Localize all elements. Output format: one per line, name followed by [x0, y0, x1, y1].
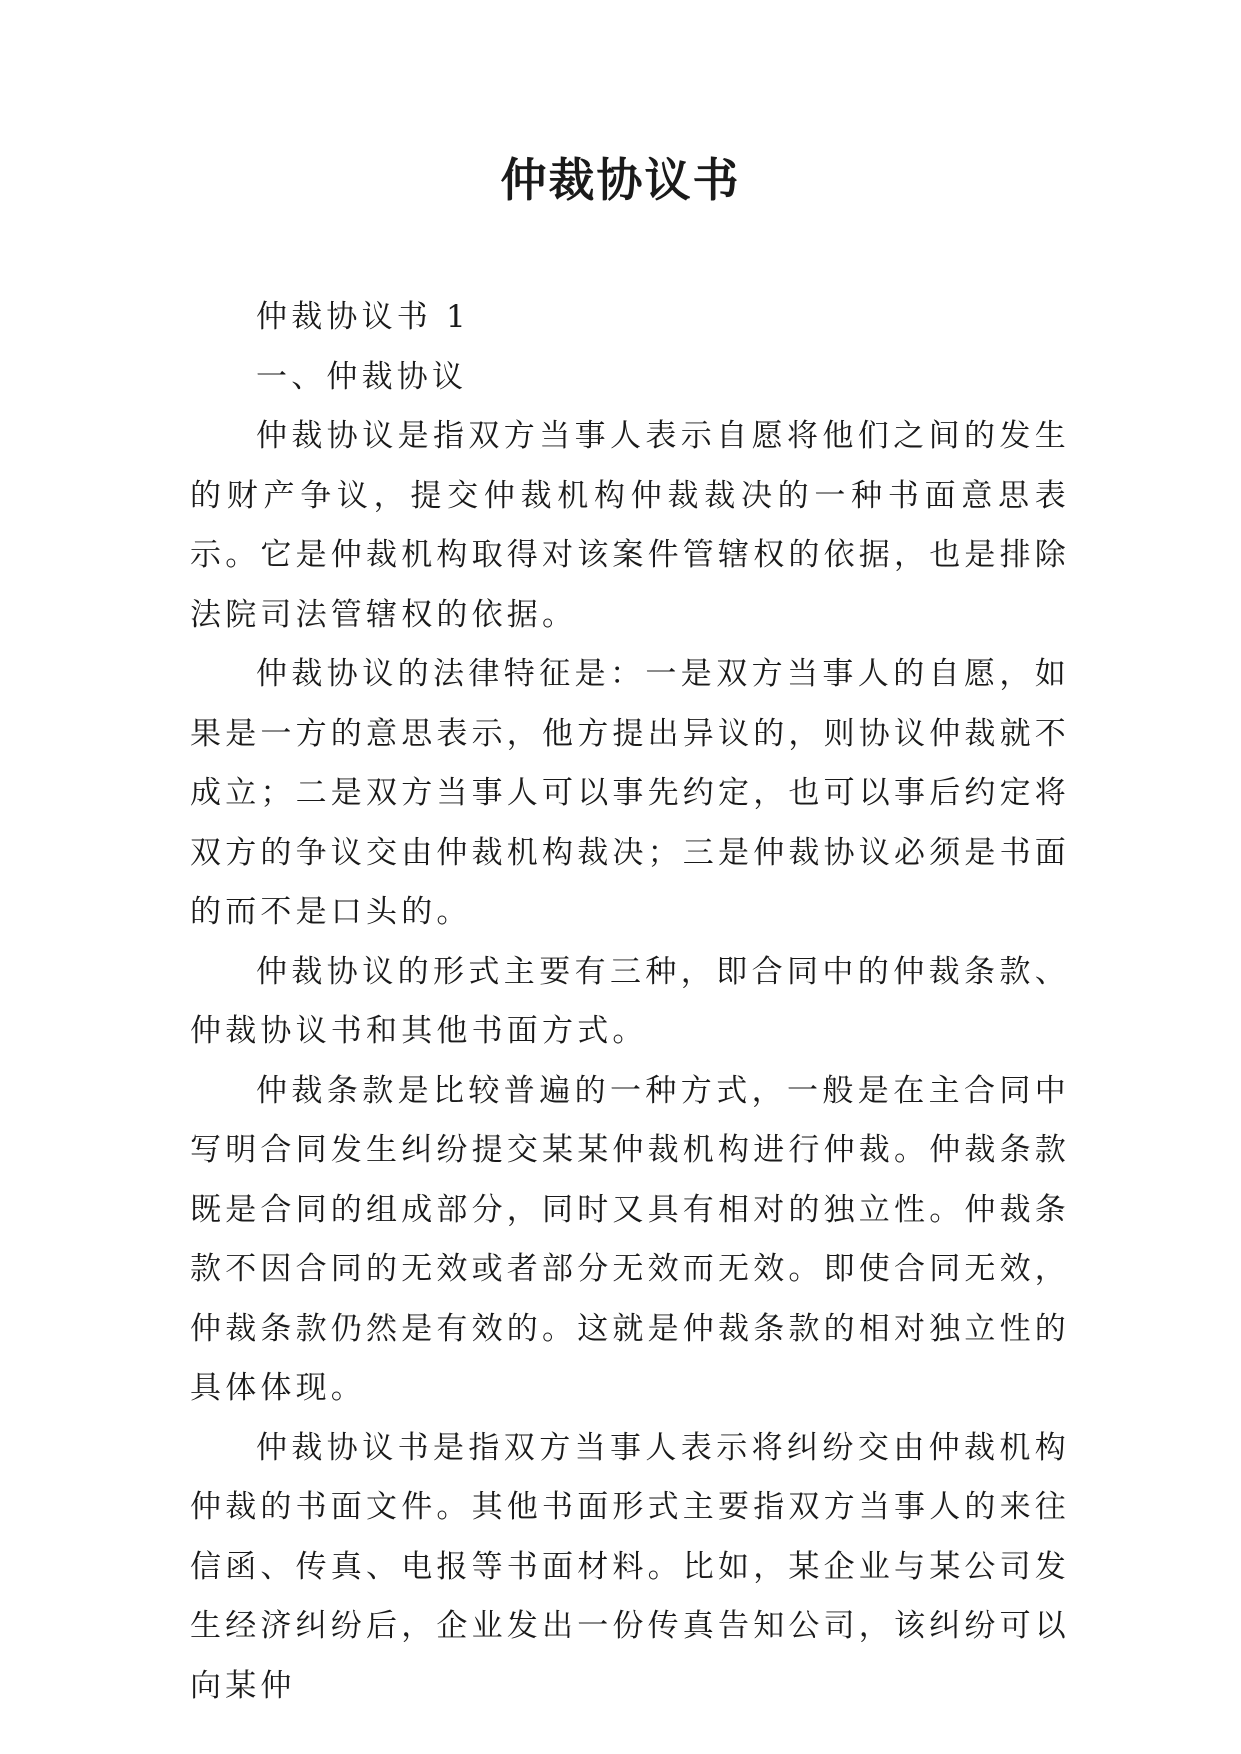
document-body: [190, 288, 1070, 1716]
paragraph-agreement-document: 仲裁协议书是指双方当事人表示将纠纷交由仲裁机构仲裁的书面文件。其他书面形式主要指双方当事人的来往信函、传真、电报等书面材料。比如，某企业与某公司发生经济纠纷后，企业发出一份传真告知公司，该纠纷可以向某仲: [190, 1429, 1070, 1704]
section-heading-1: 仲裁协议书 1: [256, 299, 470, 335]
subsection-heading: 一、仲裁协议: [256, 358, 468, 395]
paragraph-legal-features: 仲裁协议的法律特征是：一是双方当事人的自愿，如果是一方的意思表示，他方提出异议的，则协议仲裁就不成立；二是双方当事人可以事先约定，也可以事后约定将双方的争议交由仲裁机构裁决；三是仲裁协议必须是书面的而不是口头的。: [190, 656, 1070, 930]
paragraph-forms: 仲裁协议的形式主要有三种，即合同中的仲裁条款、仲裁协议书和其他书面方式。: [190, 953, 1070, 1049]
paragraph-arbitration-clause: 仲裁条款是比较普遍的一种方式，一般是在主合同中写明合同发生纠纷提交某某仲裁机构进行仲裁。仲裁条款既是合同的组成部分，同时又具有相对的独立性。仲裁条款不因合同的无效或者部分无效而无效。即使合同无效，仲裁条款仍然是有效的。这就是仲裁条款的相对独立性的具体体现。: [190, 1072, 1070, 1406]
page-title: 仲裁协议书: [500, 153, 741, 207]
paragraph-definition: 仲裁协议是指双方当事人表示自愿将他们之间的发生的财产争议，提交仲裁机构仲裁裁决的一种书面意思表示。它是仲裁机构取得对该案件管辖权的依据，也是排除法院司法管辖权的依据。: [190, 418, 1070, 633]
